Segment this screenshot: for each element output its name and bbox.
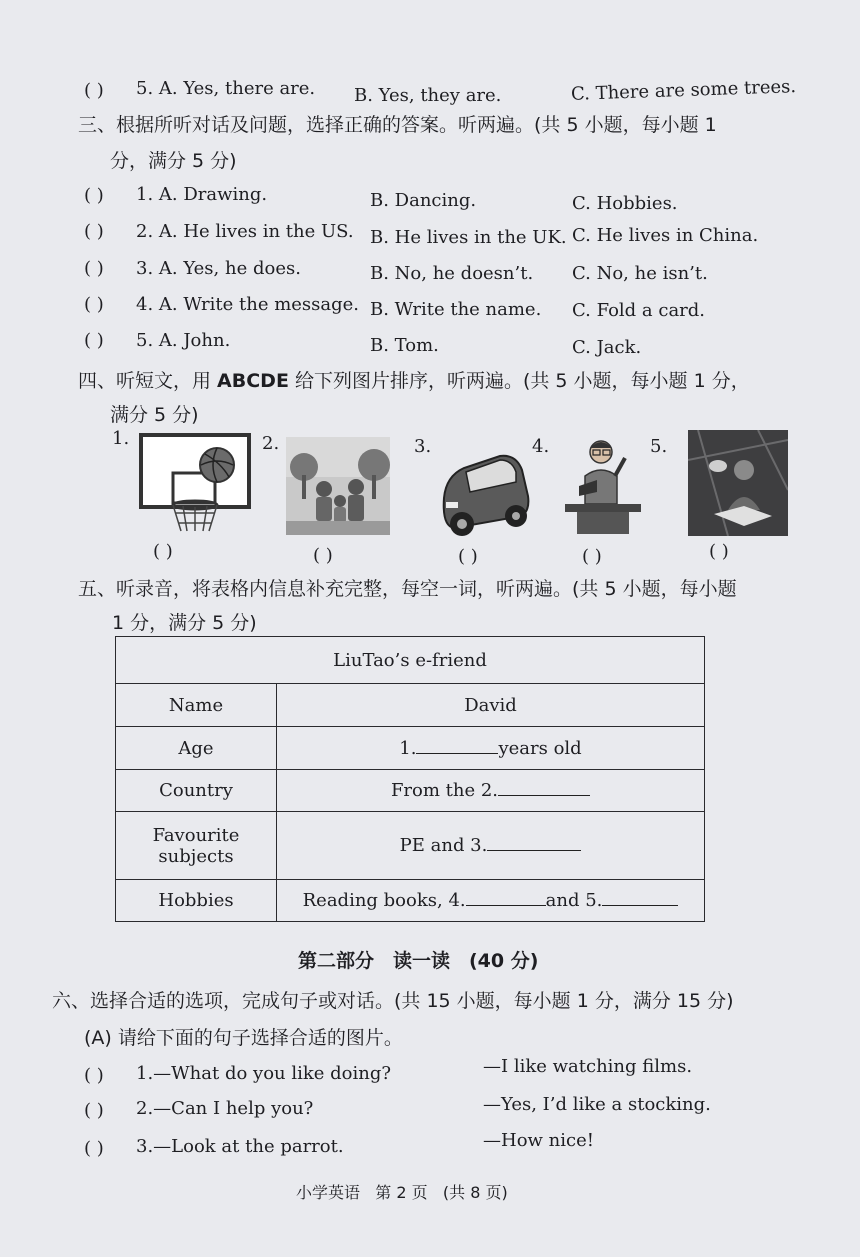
option-b: B. He lives in the UK. <box>370 227 567 248</box>
boy-reading-icon <box>688 430 788 536</box>
e-friend-table <box>115 636 705 922</box>
answer-blank[interactable] <box>466 905 546 906</box>
option-c: C. Jack. <box>572 337 642 358</box>
option-a: 5. A. John. <box>136 330 231 351</box>
row-label: Hobbies <box>116 880 277 922</box>
answer-paren[interactable]: ( ) <box>84 258 104 279</box>
answer-paren[interactable]: ( ) <box>84 221 104 242</box>
response-text: —How nice! <box>483 1130 594 1151</box>
section-5-title-cont: 1 分，满分 5 分) <box>112 612 257 634</box>
option-c: C. Hobbies. <box>572 193 678 214</box>
section-5-title: 五、听录音，将表格内信息补充完整，每空一词，听两遍。(共 5 小题，每小题 <box>78 578 737 600</box>
part-2-title: 第二部分 读一读 (40 分) <box>298 950 539 972</box>
table-row <box>116 684 705 727</box>
question-text: 2.—Can I help you? <box>136 1098 314 1119</box>
picture-answer-paren[interactable]: ( ) <box>458 546 478 567</box>
answer-blank[interactable] <box>416 753 498 754</box>
answer-paren[interactable]: ( ) <box>84 330 104 351</box>
row-value: PE and 3. <box>277 812 705 880</box>
answer-blank[interactable] <box>498 795 590 796</box>
picture-answer-paren[interactable]: ( ) <box>709 541 729 562</box>
answer-blank[interactable] <box>602 905 678 906</box>
answer-paren[interactable]: ( ) <box>84 294 104 315</box>
section-6-title: 六、选择合适的选项，完成句子或对话。(共 15 小题，每小题 1 分，满分 15 分) <box>52 990 734 1012</box>
family-outing-icon <box>286 437 390 535</box>
option-a: 4. A. Write the message. <box>136 294 360 315</box>
page-footer: 小学英语 第 2 页 (共 8 页) <box>296 1183 508 1202</box>
option-a: 3. A. Yes, he does. <box>136 258 301 279</box>
option-b: B. Yes, they are. <box>354 85 502 106</box>
section-3-title-cont: 分，满分 5 分) <box>110 150 237 172</box>
option-a: 1. A. Drawing. <box>136 184 268 205</box>
option-b: B. No, he doesn’t. <box>370 263 534 284</box>
picture-number: 2. <box>262 433 280 454</box>
option-c: C. There are some trees. <box>570 76 797 105</box>
table-row <box>116 727 705 770</box>
section-4-title: 四、听短文，用 ABCDE 给下列图片排序，听两遍。(共 5 小题，每小题 1 分， <box>78 370 750 392</box>
answer-paren[interactable]: ( ) <box>84 1138 104 1159</box>
response-text: —I like watching films. <box>483 1056 693 1077</box>
row-label: Country <box>116 770 277 812</box>
option-b: B. Dancing. <box>370 190 477 211</box>
answer-paren[interactable]: ( ) <box>84 1100 104 1121</box>
option-c: C. He lives in China. <box>572 225 759 246</box>
table-row <box>116 770 705 812</box>
option-b: B. Write the name. <box>370 299 542 320</box>
picture-number: 5. <box>650 436 668 457</box>
answer-paren[interactable]: ( ) <box>84 1065 104 1086</box>
picture-number: 3. <box>414 436 432 457</box>
teacher-icon <box>563 436 643 536</box>
picture-number: 4. <box>532 436 550 457</box>
option-a: 2. A. He lives in the US. <box>136 221 354 242</box>
row-value: 1. years old <box>277 727 705 770</box>
option-b: B. Tom. <box>370 335 439 356</box>
question-text: 1.—What do you like doing? <box>136 1063 392 1084</box>
question-text: 3.—Look at the parrot. <box>136 1136 344 1157</box>
response-text: —Yes, I’d like a stocking. <box>483 1094 711 1115</box>
picture-number: 1. <box>112 428 130 449</box>
row-value: David <box>277 684 705 727</box>
section-3-title: 三、根据所听对话及问题，选择正确的答案。听两遍。(共 5 小题，每小题 1 <box>78 114 717 136</box>
option-c: C. Fold a card. <box>572 300 706 321</box>
picture-answer-paren[interactable]: ( ) <box>313 545 333 566</box>
answer-blank[interactable] <box>487 850 581 851</box>
car-icon <box>436 446 532 538</box>
table-row <box>116 880 705 922</box>
basketball-hoop-icon <box>139 433 251 533</box>
section-4-title-cont: 满分 5 分) <box>110 404 199 426</box>
answer-paren[interactable]: ( ) <box>84 80 104 101</box>
picture-answer-paren[interactable]: ( ) <box>153 541 173 562</box>
answer-paren[interactable]: ( ) <box>84 185 104 206</box>
table-title: LiuTao’s e-friend <box>116 637 705 684</box>
option-c: C. No, he isn’t. <box>572 263 708 284</box>
option-a: 5. A. Yes, there are. <box>136 78 316 99</box>
row-label: Age <box>116 727 277 770</box>
question-row <box>84 80 104 101</box>
picture-answer-paren[interactable]: ( ) <box>582 546 602 567</box>
row-label: Name <box>116 684 277 727</box>
section-6-sub-a: (A) 请给下面的句子选择合适的图片。 <box>84 1027 403 1049</box>
row-value: Reading books, 4. and 5. <box>277 880 705 922</box>
table-row <box>116 812 705 880</box>
row-label: Favourite subjects <box>116 812 277 880</box>
row-value: From the 2. <box>277 770 705 812</box>
